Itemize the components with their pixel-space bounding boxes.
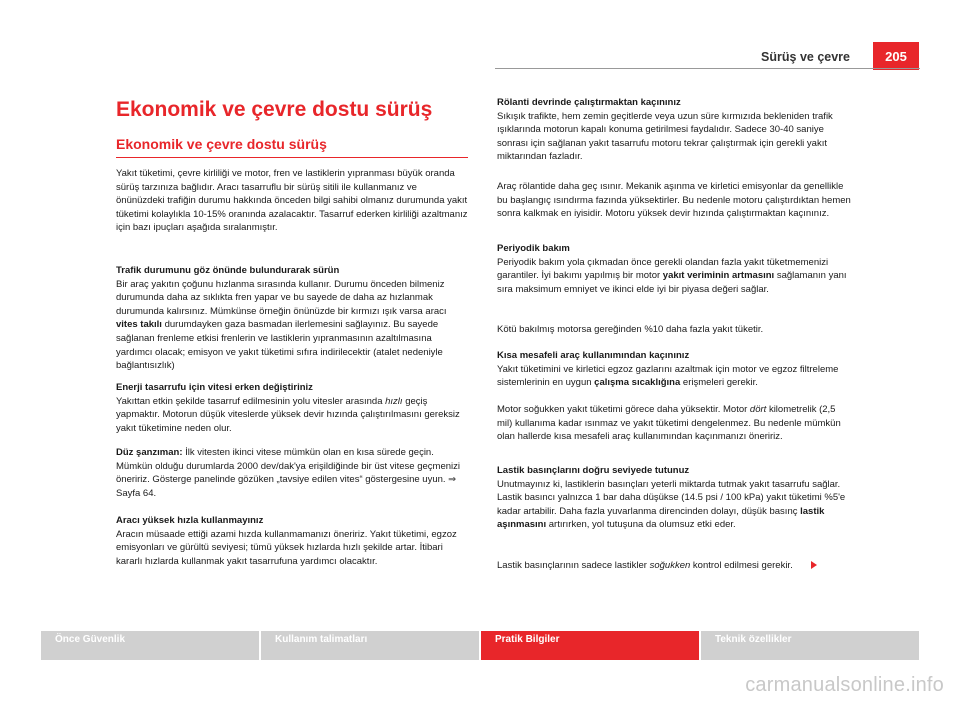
footer-tabs	[41, 631, 919, 660]
tab-technical[interactable]: Teknik özellikler	[701, 631, 919, 660]
maintenance-heading: Periyodik bakım	[497, 243, 570, 254]
short-trip-heading: Kısa mesafeli araç kullanımından kaçınınız	[497, 350, 690, 361]
idle-text: Sıkışık trafikte, hem zemin geçitlerde veya uzun süre kırmızıda bekleniden trafik ışıklarında motorun kapalı konuma getirilmesi faydalıdır. Sadece 30-40 saniye sonrası için sağlanan yakıt tasarrufu motoru tekrar çalıştırmak için gerekli yakıt miktarından fazladır.	[497, 110, 833, 163]
tab-operation[interactable]: Kullanım talimatları	[261, 631, 479, 660]
traffic-heading: Trafik durumunu göz önünde bulundurarak sürün	[116, 265, 340, 276]
continue-arrow-icon	[811, 561, 817, 569]
intro-paragraph	[116, 167, 468, 235]
speed-section	[116, 514, 468, 568]
maintenance-text: Periyodik bakım yola çıkmadan önce gerekli olandan fazla yakıt tüketmemenizi garantiler. İyi bakımı yapılmış bir motor yakıt veriminin artmasını sağlamanın yanı sıra maksimum emniyet ve ikinci elde iyi bir piyasa değeri sağlar.	[497, 256, 847, 295]
speed-text: Aracın müsaade ettiği azami hızda kullanmamanızı öneririz. Yakıt tüketimi, egzoz emisyonları ve gürültü seviyesi; tümü yüksek hızlarda hızlı şekilde artar. İtibari kararlı hızlarda kullanmak yakıt tasarrufuna yardımcı olacaktır.	[116, 528, 457, 567]
tire-heading: Lastik basınçlarını doğru seviyede tutunuz	[497, 465, 690, 476]
header-section-title: Sürüş ve çevre	[761, 50, 850, 64]
traffic-section	[116, 264, 468, 373]
section-subtitle: Ekonomik ve çevre dostu sürüş	[116, 136, 327, 152]
traffic-text: Bir araç yakıtın çoğunu hızlanma sırasında kullanır. Durumu önceden bilmeniz durumunda daha az sıklıkta fren yapar ve bu sayede de daha az hızlanmak durumunda kalırsınız. Mümkünse örneğin önünüzde bir kırmızı ışık varsa aracı vites takılı durumdayken gaza basmadan ilerlemesini sağlayınız. Bu sayede sağlanan frenleme etkisi frenlerin ve lastiklerin yıpranmasının azaltılmasına yardımcı olacak; emisyon ve yakıt tüketimi sıfıra indirilecektir (atalet nedeniyle bağlantısızlık)	[116, 278, 447, 372]
short-trip-note	[497, 403, 853, 444]
idle-section-2	[497, 180, 853, 221]
idle-heading: Rölanti devrinde çalıştırmaktan kaçınınız	[497, 97, 681, 108]
short-trip-text: Yakıt tüketimini ve kirletici egzoz gazlarını azaltmak için motor ve egzoz filtreleme sistemlerinin en uygun çalışma sıcaklığına erişmeleri gerekir.	[497, 363, 839, 389]
subtitle-divider	[116, 157, 468, 158]
gearbox-section	[116, 446, 468, 500]
tab-safety[interactable]: Önce Güvenlik	[41, 631, 259, 660]
tire-note-text: Lastik basınçlarının sadece lastikler soğukken kontrol edilmesi gerekir.	[497, 559, 853, 573]
page-number-badge: 205	[873, 42, 919, 70]
energy-heading: Enerji tasarrufu için vitesi erken değiştiriniz	[116, 382, 313, 393]
maintenance-section	[497, 242, 853, 296]
watermark: carmanualsonline.info	[745, 674, 944, 696]
short-trip-note-text: Motor soğukken yakıt tüketimi görece daha yüksektir. Motor dört kilometrelik (2,5 mil) kullanıma kadar ısınmaz ve yakıt tüketimi dengelenmez. Bu nedenle mümkün olan hallerde kısa mesafeli araç kullanımından kaçınmanızı öneririz.	[497, 404, 841, 443]
tire-section	[497, 464, 853, 532]
tab-practical[interactable]: Pratik Bilgiler	[481, 631, 699, 660]
speed-heading: Aracı yüksek hızla kullanmayınız	[116, 515, 264, 526]
intro-text: Yakıt tüketimi, çevre kirliliği ve motor, fren ve lastiklerin yıpranması büyük oranda sürüş tarzınıza bağlıdır. Aracı tasarruflu bir sürüş sitili ile kullanmanız ve önünüzdeki trafiğin durumu hakkında önceden bilgi sahibi olmanız durumunda yakıt tüketimi kolaylıkla 10-15% oranında azalacaktır. Tasarruf ederken kirliliği azaltmanız için bazı ipuçları aşağıda sıralanmıştır.	[116, 168, 468, 234]
energy-text: Yakıttan etkin şekilde tasarruf edilmesinin yolu vitesler arasında hızlı geçiş yapmaktır. Motorun düşük viteslerde yüksek devir hızında çalıştırılmasını gereksiz yakıt tüketimine neden olur.	[116, 395, 460, 434]
maintenance-note-text: Kötü bakılmış motorsa gereğinden %10 daha fazla yakıt tüketir.	[497, 324, 764, 335]
gearbox-text: Düz şanzıman: İlk vitesten ikinci vitese mümkün olan en kısa sürede geçin. Mümkün olduğu durumlarda 2000 dev/dak'ya erişildiğinde bir üst vitese geçmenizi öneririz. Gösterge panelinde gözüken „tavsiye edilen vites“ göstergesine uyun. ⇒ Sayfa 64.	[116, 447, 460, 499]
maintenance-note	[497, 323, 853, 337]
short-trip-section	[497, 349, 853, 390]
page-title: Ekonomik ve çevre dostu sürüş	[116, 98, 433, 121]
idle-section	[497, 96, 853, 164]
header-divider	[495, 68, 920, 69]
tire-note	[497, 559, 853, 573]
idle-text-2: Araç rölantide daha geç ısınır. Mekanik aşınma ve kirletici emisyonlar da genellikle bu başlangıç ısındırma fazında yüksektirler. Bu nedenle motoru çalıştırdıktan hemen sonra kalkmak en iyisidir. Motoru yüksek devir hızında çalıştırmaktan kaçınınız.	[497, 181, 851, 220]
tire-text: Unutmayınız ki, lastiklerin basınçları yeterli miktarda tutmak yakıt tasarrufu sağlar. Lastik basıncı yalnızca 1 bar daha düşükse (14.5 psi / 100 kPa) yakıt tüketimi %5'e kadar artabilir. Daha fazla yuvarlanma direncinden dolayı, düşük basınç lastik aşınmasını artırırken, yol tutuşuna da olumsuz etki eder.	[497, 478, 846, 531]
energy-section	[116, 381, 468, 435]
